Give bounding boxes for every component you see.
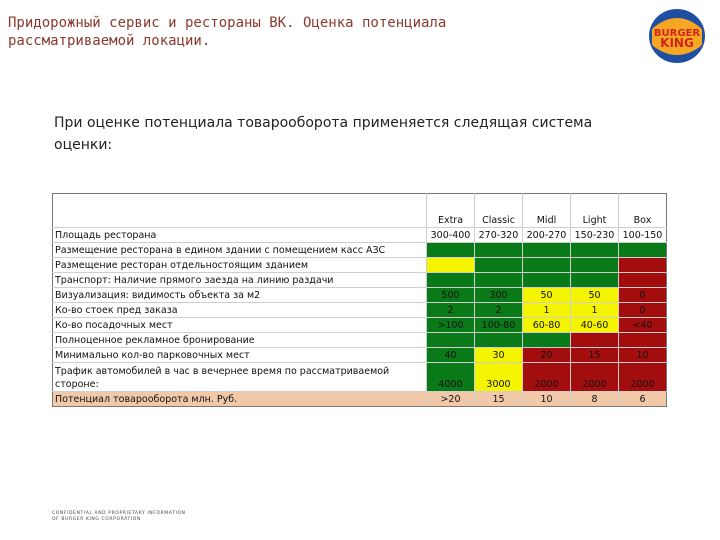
value-cell: 15: [571, 348, 619, 363]
table-row: [53, 258, 667, 273]
value-cell: 150-230: [571, 228, 619, 243]
value-cell: [523, 273, 571, 288]
table-row: [53, 243, 667, 258]
value-cell: >100: [427, 318, 475, 333]
value-cell: 50: [523, 288, 571, 303]
value-cell: >20: [427, 392, 475, 407]
row-label: Площадь ресторана: [53, 228, 427, 243]
value-cell: 40-60: [571, 318, 619, 333]
value-cell: [427, 333, 475, 348]
value-cell: [427, 258, 475, 273]
value-cell: 10: [523, 392, 571, 407]
burger-king-logo: [648, 8, 706, 64]
value-cell: 1: [571, 303, 619, 318]
row-label: Полноценное рекламное бронирование: [53, 333, 427, 348]
value-cell: 3000: [475, 363, 523, 392]
value-cell: 100-150: [619, 228, 667, 243]
table-row: [53, 318, 667, 333]
value-cell: [571, 258, 619, 273]
value-cell: 40: [427, 348, 475, 363]
value-cell: 500: [427, 288, 475, 303]
value-cell: 300-400: [427, 228, 475, 243]
logo-text-top: BURGER: [653, 28, 701, 39]
value-cell: [571, 333, 619, 348]
table-row: [53, 348, 667, 363]
value-cell: 1: [523, 303, 571, 318]
column-header-box: Box: [619, 194, 667, 228]
value-cell: [619, 273, 667, 288]
table-row: [53, 303, 667, 318]
table-row: [53, 288, 667, 303]
column-header-classic: Classic: [475, 194, 523, 228]
row-label: Размещение ресторана в едином здании с помещением касс АЗС: [53, 243, 427, 258]
row-label: Потенциал товарооборота млн. Руб.: [53, 392, 427, 407]
confidential-line-1: CONFIDENTIAL AND PROPRIETARY INFORMATION: [52, 511, 186, 516]
value-cell: [427, 273, 475, 288]
value-cell: 2: [427, 303, 475, 318]
value-cell: 2000: [619, 363, 667, 392]
value-cell: 50: [571, 288, 619, 303]
page-title: Придорожный сервис и рестораны BK. Оценка потенциала рассматриваемой локации.: [8, 15, 447, 49]
value-cell: [619, 258, 667, 273]
value-cell: 2000: [571, 363, 619, 392]
intro-text: При оценке потенциала товарооборота применяется следящая система оценки:: [54, 115, 593, 153]
value-cell: [523, 258, 571, 273]
logo-text-bottom: KING: [660, 36, 694, 50]
value-cell: 2000: [523, 363, 571, 392]
column-header-light: Light: [571, 194, 619, 228]
value-cell: [619, 333, 667, 348]
confidential-line-2: OF BURGER KING CORPORATION: [52, 517, 141, 522]
table-row: [53, 273, 667, 288]
value-cell: 15: [475, 392, 523, 407]
table-row: [53, 333, 667, 348]
column-header-extra: Extra: [427, 194, 475, 228]
table-header-row: [53, 194, 667, 228]
value-cell: 2: [475, 303, 523, 318]
value-cell: [571, 273, 619, 288]
confidential-notice: [52, 511, 186, 523]
row-label: Визуализация: видимость объекта за м2: [53, 288, 427, 303]
value-cell: [475, 243, 523, 258]
value-cell: 100-80: [475, 318, 523, 333]
row-label: Трафик автомобилей в час в вечернее время по рассматриваемой стороне:: [53, 363, 427, 392]
row-label: Ко-во стоек пред заказа: [53, 303, 427, 318]
value-cell: 30: [475, 348, 523, 363]
value-cell: <40: [619, 318, 667, 333]
value-cell: 300: [475, 288, 523, 303]
column-header-midl: Midl: [523, 194, 571, 228]
value-cell: [619, 243, 667, 258]
value-cell: 6: [619, 392, 667, 407]
value-cell: 20: [523, 348, 571, 363]
value-cell: 4000: [427, 363, 475, 392]
value-cell: 8: [571, 392, 619, 407]
table-row: [53, 228, 667, 243]
row-label: Размещение ресторан отдельностоящим зданием: [53, 258, 427, 273]
table-row: [53, 363, 667, 392]
row-label: Минимально кол-во парковочных мест: [53, 348, 427, 363]
value-cell: [523, 333, 571, 348]
value-cell: 0: [619, 288, 667, 303]
value-cell: 10: [619, 348, 667, 363]
value-cell: [475, 333, 523, 348]
value-cell: 200-270: [523, 228, 571, 243]
table-row: [53, 392, 667, 407]
scoring-table: [52, 193, 667, 407]
value-cell: 0: [619, 303, 667, 318]
row-label: Ко-во посадочных мест: [53, 318, 427, 333]
value-cell: [571, 243, 619, 258]
value-cell: [475, 273, 523, 288]
value-cell: [427, 243, 475, 258]
value-cell: [523, 243, 571, 258]
row-label: Транспорт: Наличие прямого заезда на линию раздачи: [53, 273, 427, 288]
header-label-cell: [53, 194, 427, 228]
value-cell: 60-80: [523, 318, 571, 333]
value-cell: 270-320: [475, 228, 523, 243]
value-cell: [475, 258, 523, 273]
